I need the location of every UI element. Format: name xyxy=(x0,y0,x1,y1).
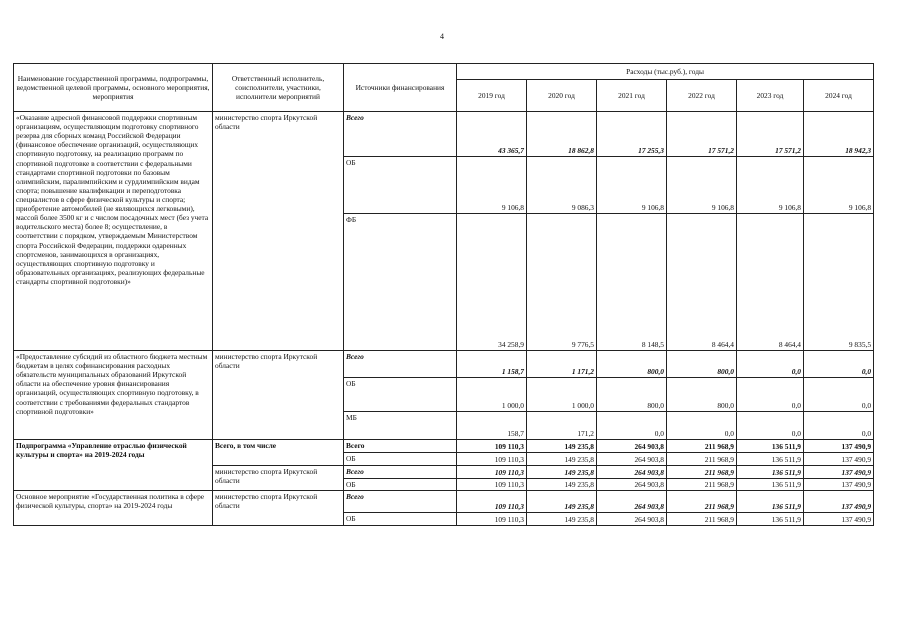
table-row xyxy=(14,112,874,157)
value-cell: 1 000,0 xyxy=(457,378,527,412)
value-cell: 136 511,9 xyxy=(737,479,804,491)
measure-name: «Оказание адресной финансовой поддержки спортивным организациям, осуществляющим подготовку спортивного резерва для сборных команд Российской Федерации (финансовое обеспечение организаций, осуществляющих спортивную подготовку, на реализацию программ по спортивной подготовке в соответствии с федеральными стандартами спортивной подготовки по базовым олимпийским, паралимпийским и сурдлимпийским видам спорта; повышение квалификации и переподготовка специалистов в сфере физической культуры и спорта; приобретение автомобилей (не являющихся легковыми), массой более 3500 кг и с числом посадочных мест (без учета водительского места) более 8; осуществление, в соответствии с порядком, утверждаемым Министерством спорта Российской Федерации, поддержки одаренных спортсменов, занимающихся в организациях, осуществляющих спортивную подготовку и образовательных организациях, реализующих федеральные стандарты спортивной подготовки)» xyxy=(14,112,213,351)
source-cell: Всего xyxy=(344,491,457,513)
value-cell: 136 511,9 xyxy=(737,453,804,466)
source-cell: ОБ xyxy=(344,513,457,526)
source-cell: Всего xyxy=(344,112,457,157)
header-name: Наименование государственной программы, подпрограммы, ведомственной целевой программы, основного мероприятия, мероприятия xyxy=(14,64,213,112)
value-cell: 1 000,0 xyxy=(527,378,597,412)
source-cell: МБ xyxy=(344,412,457,440)
value-cell: 109 110,3 xyxy=(457,479,527,491)
value-cell: 137 490,9 xyxy=(804,513,874,526)
responsible: министерство спорта Иркутской области xyxy=(213,112,344,351)
measure-name: Основное мероприятие «Государственная политика в сфере физической культуры, спорта» на 2019-2024 годы xyxy=(14,491,213,526)
value-cell: 17 571,2 xyxy=(667,112,737,157)
subprogram-name: Подпрограмма «Управление отраслью физической культуры и спорта» на 2019-2024 годы xyxy=(14,440,213,491)
source-cell: ОБ xyxy=(344,479,457,491)
value-cell: 9 106,8 xyxy=(597,157,667,214)
value-cell: 0,0 xyxy=(597,412,667,440)
value-cell: 800,0 xyxy=(597,351,667,378)
responsible: министерство спорта Иркутской области xyxy=(213,351,344,440)
header-year: 2022 год xyxy=(667,80,737,112)
value-cell: 109 110,3 xyxy=(457,453,527,466)
value-cell: 9 106,8 xyxy=(804,157,874,214)
source-cell: ОБ xyxy=(344,378,457,412)
value-cell: 136 511,9 xyxy=(737,491,804,513)
source-cell: ФБ xyxy=(344,214,457,351)
value-cell: 264 903,8 xyxy=(597,453,667,466)
value-cell: 109 110,3 xyxy=(457,491,527,513)
header-responsible: Ответственный исполнитель, соисполнители, участники, исполнители мероприятий xyxy=(213,64,344,112)
value-cell: 8 148,5 xyxy=(597,214,667,351)
header-year: 2019 год xyxy=(457,80,527,112)
value-cell: 149 235,8 xyxy=(527,440,597,453)
measure-name: «Предоставление субсидий из областного бюджета местным бюджетам в целях софинансирования расходных обязательств муниципальных образований Иркутской области на обеспечение уровня финансирования организаций, осуществляющих спортивную подготовку, в соответствии с требованиями федеральных стандартов спортивной подготовки» xyxy=(14,351,213,440)
value-cell: 8 464,4 xyxy=(667,214,737,351)
value-cell: 0,0 xyxy=(667,412,737,440)
value-cell: 18 942,3 xyxy=(804,112,874,157)
value-cell: 137 490,9 xyxy=(804,440,874,453)
header-year: 2021 год xyxy=(597,80,667,112)
value-cell: 136 511,9 xyxy=(737,513,804,526)
value-cell: 136 511,9 xyxy=(737,440,804,453)
value-cell: 109 110,3 xyxy=(457,440,527,453)
value-cell: 17 255,3 xyxy=(597,112,667,157)
value-cell: 9 106,8 xyxy=(457,157,527,214)
value-cell: 43 365,7 xyxy=(457,112,527,157)
value-cell: 149 235,8 xyxy=(527,466,597,479)
value-cell: 0,0 xyxy=(804,378,874,412)
table-row xyxy=(14,351,874,378)
source-cell: Всего xyxy=(344,466,457,479)
value-cell: 149 235,8 xyxy=(527,491,597,513)
page-number: 4 xyxy=(440,32,444,41)
value-cell: 264 903,8 xyxy=(597,479,667,491)
value-cell: 9 776,5 xyxy=(527,214,597,351)
source-cell: Всего xyxy=(344,440,457,453)
value-cell: 264 903,8 xyxy=(597,513,667,526)
value-cell: 149 235,8 xyxy=(527,513,597,526)
value-cell: 211 968,9 xyxy=(667,513,737,526)
value-cell: 158,7 xyxy=(457,412,527,440)
header-source: Источники финансирования xyxy=(344,64,457,112)
value-cell: 8 464,4 xyxy=(737,214,804,351)
table-row xyxy=(14,491,874,513)
responsible-total: Всего, в том числе xyxy=(213,440,344,466)
value-cell: 171,2 xyxy=(527,412,597,440)
value-cell: 17 571,2 xyxy=(737,112,804,157)
value-cell: 0,0 xyxy=(737,412,804,440)
header-row-1 xyxy=(14,64,874,80)
value-cell: 800,0 xyxy=(667,351,737,378)
value-cell: 0,0 xyxy=(804,351,874,378)
value-cell: 264 903,8 xyxy=(597,491,667,513)
value-cell: 0,0 xyxy=(737,351,804,378)
value-cell: 149 235,8 xyxy=(527,453,597,466)
value-cell: 34 258,9 xyxy=(457,214,527,351)
value-cell: 800,0 xyxy=(597,378,667,412)
value-cell: 264 903,8 xyxy=(597,466,667,479)
value-cell: 109 110,3 xyxy=(457,466,527,479)
value-cell: 211 968,9 xyxy=(667,479,737,491)
value-cell: 211 968,9 xyxy=(667,453,737,466)
budget-table xyxy=(13,63,874,526)
value-cell: 136 511,9 xyxy=(737,466,804,479)
header-expenses: Расходы (тыс.руб.), годы xyxy=(457,64,874,80)
value-cell: 264 903,8 xyxy=(597,440,667,453)
value-cell: 18 862,8 xyxy=(527,112,597,157)
value-cell: 137 490,9 xyxy=(804,453,874,466)
value-cell: 1 171,2 xyxy=(527,351,597,378)
value-cell: 211 968,9 xyxy=(667,466,737,479)
header-year: 2020 год xyxy=(527,80,597,112)
source-cell: ОБ xyxy=(344,157,457,214)
value-cell: 0,0 xyxy=(737,378,804,412)
value-cell: 137 490,9 xyxy=(804,466,874,479)
table-row xyxy=(14,440,874,453)
responsible: министерство спорта Иркутской области xyxy=(213,466,344,491)
header-year: 2023 год xyxy=(737,80,804,112)
value-cell: 109 110,3 xyxy=(457,513,527,526)
source-cell: ОБ xyxy=(344,453,457,466)
value-cell: 0,0 xyxy=(804,412,874,440)
value-cell: 211 968,9 xyxy=(667,491,737,513)
value-cell: 9 106,8 xyxy=(667,157,737,214)
value-cell: 800,0 xyxy=(667,378,737,412)
header-year: 2024 год xyxy=(804,80,874,112)
value-cell: 149 235,8 xyxy=(527,479,597,491)
value-cell: 9 835,5 xyxy=(804,214,874,351)
value-cell: 137 490,9 xyxy=(804,479,874,491)
value-cell: 9 106,8 xyxy=(737,157,804,214)
value-cell: 9 086,3 xyxy=(527,157,597,214)
value-cell: 1 158,7 xyxy=(457,351,527,378)
source-cell: Всего xyxy=(344,351,457,378)
value-cell: 137 490,9 xyxy=(804,491,874,513)
value-cell: 211 968,9 xyxy=(667,440,737,453)
responsible: министерство спорта Иркутской области xyxy=(213,491,344,526)
